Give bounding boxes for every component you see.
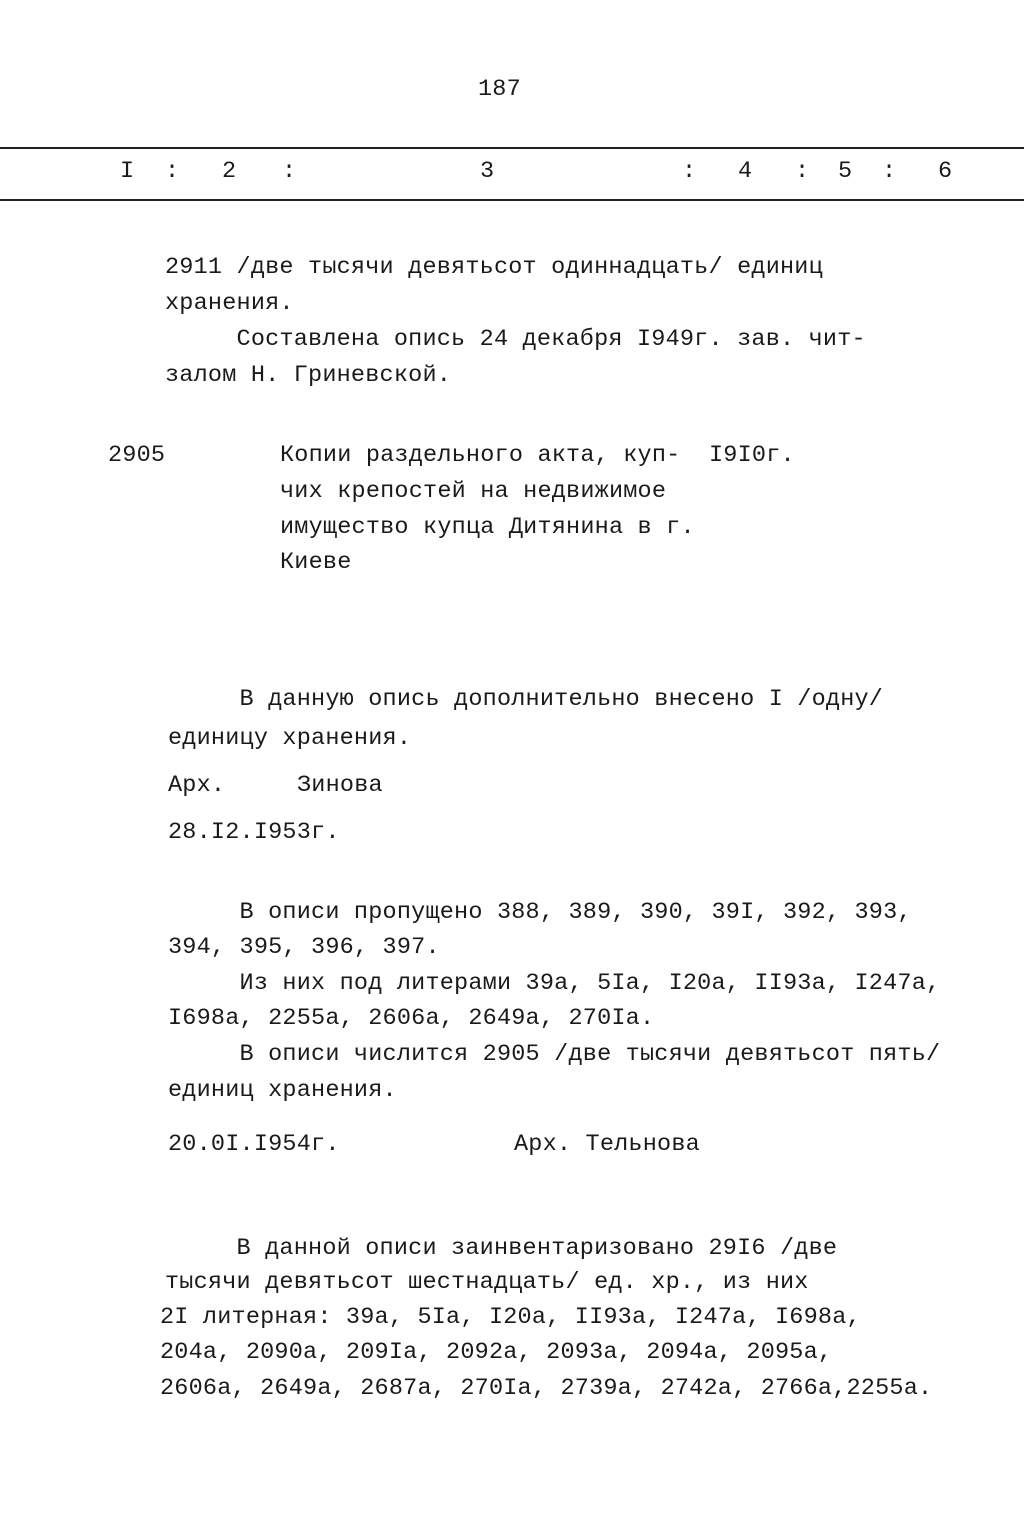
text-line: В описи пропущено 388, 389, 390, 39I, 392, 393, xyxy=(168,899,912,926)
entry-description-line: Копии раздельного акта, куп- xyxy=(280,442,681,469)
text-line: Из них под литерами 39а, 5Iа, I20а, II93а, I247а, xyxy=(168,970,941,997)
text-line: 204а, 2090а, 209Iа, 2092а, 2093а, 2094а, 2095а, xyxy=(160,1339,833,1366)
column-header: 3 xyxy=(480,158,495,185)
note-signature: Арх. Тельнова xyxy=(514,1131,700,1158)
note-date: 20.0I.I954г. xyxy=(168,1131,340,1158)
column-header: 6 xyxy=(938,158,953,185)
column-separator: : xyxy=(882,158,897,185)
text-line: единиц хранения. xyxy=(168,1077,397,1104)
text-line: залом Н. Гриневской. xyxy=(165,362,452,389)
signer-name: Зинова xyxy=(297,772,383,799)
text-line: тысячи девятьсот шестнадцать/ ед. хр., из них xyxy=(165,1269,809,1296)
column-header: 5 xyxy=(838,158,853,185)
column-separator: : xyxy=(682,158,697,185)
text-line: В данной описи заинвентаризовано 29I6 /две xyxy=(165,1235,838,1262)
note-date: 28.I2.I953г. xyxy=(168,819,340,846)
text-line: В описи числится 2905 /две тысячи девятьсот пять/ xyxy=(168,1041,941,1068)
signer-role: Арх. xyxy=(168,772,226,799)
entry-number: 2905 xyxy=(108,442,166,469)
text-line: 2606а, 2649а, 2687а, 270Iа, 2739а, 2742а, 2766а,2255а. xyxy=(160,1375,933,1402)
column-separator: : xyxy=(282,158,297,185)
entry-date: I9I0г. xyxy=(709,442,795,469)
column-header: 4 xyxy=(738,158,753,185)
column-separator: : xyxy=(795,158,810,185)
column-separator: : xyxy=(165,158,180,185)
entry-description-line: чих крепостей на недвижимое xyxy=(280,478,667,505)
text-line: I698а, 2255а, 2606а, 2649а, 270Iа. xyxy=(168,1005,655,1032)
entry-description-line: имущество купца Дитянина в г. xyxy=(280,514,695,541)
text-line: единицу хранения. xyxy=(168,725,412,752)
column-header: 2 xyxy=(222,158,237,185)
text-line: хранения. xyxy=(165,290,294,317)
header-bottom-rule xyxy=(0,199,1024,201)
entry-description-line: Киеве xyxy=(280,549,352,576)
text-line: 2911 /две тысячи девятьсот одиннадцать/ единиц xyxy=(165,254,823,281)
text-line: 2I литерная: 39а, 5Iа, I20а, II93а, I247а, I698а, xyxy=(160,1304,861,1331)
page-number: 187 xyxy=(478,76,521,103)
header-top-rule xyxy=(0,147,1024,149)
column-header: I xyxy=(120,158,135,185)
text-line: В данную опись дополнительно внесено I /одну/ xyxy=(168,686,884,713)
text-line: 394, 395, 396, 397. xyxy=(168,934,440,961)
text-line: Составлена опись 24 декабря I949г. зав. чит- xyxy=(165,326,866,353)
